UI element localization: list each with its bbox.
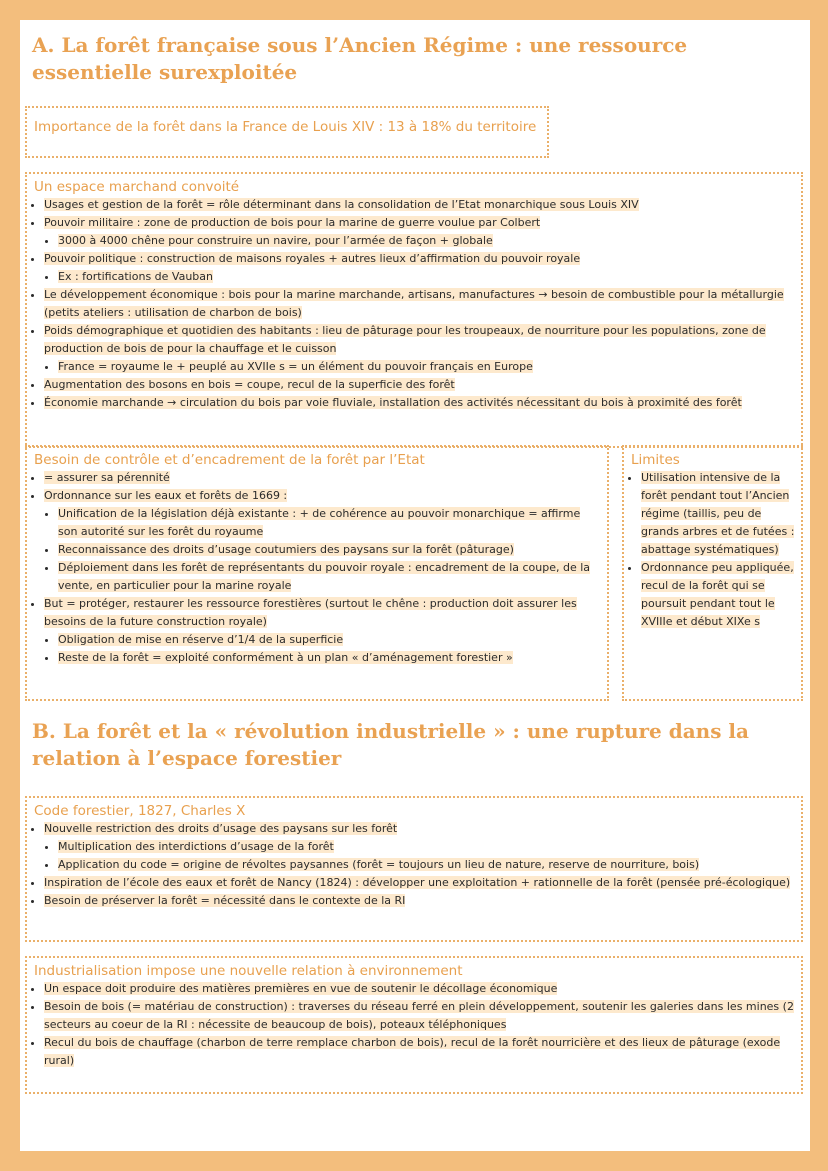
study-sheet (20, 20, 810, 1151)
list-item: • Ordonnance sur les eaux et forêts de 1669 : • Unification de la législation déjà existante : + de cohérence au pouvoir monarchique = affirme son autorité sur les forêt du royaume • Reconnaissance des droits d’usage coutumiers des paysans sur la forêt (pâturage) • Déploiement dans les forêt de représentants du pouvoir royale : encadrement de la coupe, de la vente, en particulier pour la marine royale (44, 487, 601, 595)
list-item: • Utilisation intensive de la forêt pendant tout l’Ancien régime (taillis, peu de grands arbres et de futées : abattage systématiques) (641, 469, 795, 559)
box-importance-title: Importance de la forêt dans la France de Louis XIV : 13 à 18% du territoire (34, 119, 537, 135)
espace-marchand-list (27, 196, 801, 412)
list-item: • Un espace doit produire des matières premières en vue de soutenir le décollage économique (44, 980, 795, 998)
list-item: • Pouvoir militaire : zone de production de bois pour la marine de guerre voulue par Colbert • 3000 à 4000 chêne pour construire un navire, pour l’armée de façon + globale (44, 214, 795, 250)
list-item: • Recul du bois de chauffage (charbon de terre remplace charbon de bois), recul de la forêt nourricière et des lieux de pâturage (exode rural) (44, 1034, 795, 1070)
list-item: • Application du code = origine de révoltes paysannes (forêt = toujours un lieu de nature, reserve de nourriture, bois) (58, 856, 795, 874)
box-importance (25, 106, 549, 158)
list-item: • France = royaume le + peuplé au XVIIe s = un élément du pouvoir français en Europe (58, 358, 795, 376)
list-item: • Unification de la législation déjà existante : + de cohérence au pouvoir monarchique = affirme son autorité sur les forêt du royaume (58, 505, 601, 541)
box-limites-title: Limites (631, 452, 680, 468)
code-forestier-list (27, 820, 801, 910)
list-item: • Multiplication des interdictions d’usage de la forêt (58, 838, 795, 856)
list-item: • Nouvelle restriction des droits d’usage des paysans sur les forêt • Multiplication des interdictions d’usage de la forêt • Application du code = origine de révoltes paysannes (forêt = toujours un lieu de nature, reserve de nourriture, bois) (44, 820, 795, 874)
box-code-forestier (25, 796, 803, 942)
list-item: • Obligation de mise en réserve d’1/4 de la superficie (58, 631, 601, 649)
list-item: • Déploiement dans les forêt de représentants du pouvoir royale : encadrement de la coupe, de la vente, en particulier pour la marine royale (58, 559, 601, 595)
list-item: • 3000 à 4000 chêne pour construire un navire, pour l’armée de façon + globale (58, 232, 795, 250)
list-item: • Besoin de bois (= matériau de construction) : traverses du réseau ferré en plein développement, soutenir les galeries dans les mines (2 secteurs au coeur de la RI : nécessite de beaucoup de bois), poteaux téléphoniques (44, 998, 795, 1034)
box-industrialisation-title: Industrialisation impose une nouvelle relation à environnement (34, 963, 463, 979)
list-item: • Usages et gestion de la forêt = rôle déterminant dans la consolidation de l’Etat monarchique sous Louis XIV (44, 196, 795, 214)
box-industrialisation (25, 956, 803, 1094)
list-item: • Pouvoir politique : construction de maisons royales + autres lieux d’affirmation du pouvoir royale • Ex : fortifications de Vauban (44, 250, 795, 286)
section-a-title: A. La forêt française sous l’Ancien Régime : une ressource essentielle surexploitée (32, 33, 688, 84)
list-item: • Reste de la forêt = exploité conformément à un plan « d’aménagement forestier » (58, 649, 601, 667)
limites-list (624, 469, 801, 631)
industrialisation-list (27, 980, 801, 1070)
list-item: • Poids démographique et quotidien des habitants : lieu de pâturage pour les troupeaux, de nourriture pour les populations, zone de production de bois de pour la chauffage et le cuisson • France = royaume le + peuplé au XVIIe s = un élément du pouvoir français en Europe (44, 322, 795, 376)
list-item: • But = protéger, restaurer les ressource forestières (surtout le chêne : production doit assurer les besoins de la future construction royale) • Obligation de mise en réserve d’1/4 de la superficie • Reste de la forêt = exploité conformément à un plan « d’aménagement forestier » (44, 595, 601, 667)
list-item: • Le développement économique : bois pour la marine marchande, artisans, manufactures → besoin de combustible pour la métallurgie (petits ateliers : utilisation de charbon de bois) (44, 286, 795, 322)
section-b-title: B. La forêt et la « révolution industrielle » : une rupture dans la relation à l’espace forestier (32, 719, 749, 770)
box-code-forestier-title: Code forestier, 1827, Charles X (34, 803, 246, 819)
box-controle-etat (25, 445, 609, 701)
list-item: • Ordonnance peu appliquée, recul de la forêt qui se poursuit pendant tout le XVIIIe et début XIXe s (641, 559, 795, 631)
list-item: • Reconnaissance des droits d’usage coutumiers des paysans sur la forêt (pâturage) (58, 541, 601, 559)
box-espace-marchand (25, 172, 803, 448)
box-espace-marchand-title: Un espace marchand convoité (34, 179, 240, 195)
list-item: • = assurer sa pérennité (44, 469, 601, 487)
list-item: • Ex : fortifications de Vauban (58, 268, 795, 286)
box-limites (622, 445, 803, 701)
list-item: • Économie marchande → circulation du bois par voie fluviale, installation des activités nécessitant du bois à proximité des forêt (44, 394, 795, 412)
list-item: • Augmentation des bosons en bois = coupe, recul de la superficie des forêt (44, 376, 795, 394)
list-item: • Besoin de préserver la forêt = nécessité dans le contexte de la RI (44, 892, 795, 910)
controle-etat-list (27, 469, 607, 667)
box-controle-etat-title: Besoin de contrôle et d’encadrement de la forêt par l’Etat (34, 452, 425, 468)
list-item: • Inspiration de l’école des eaux et forêt de Nancy (1824) : développer une exploitation + rationnelle de la forêt (pensée pré-écologique) (44, 874, 795, 892)
